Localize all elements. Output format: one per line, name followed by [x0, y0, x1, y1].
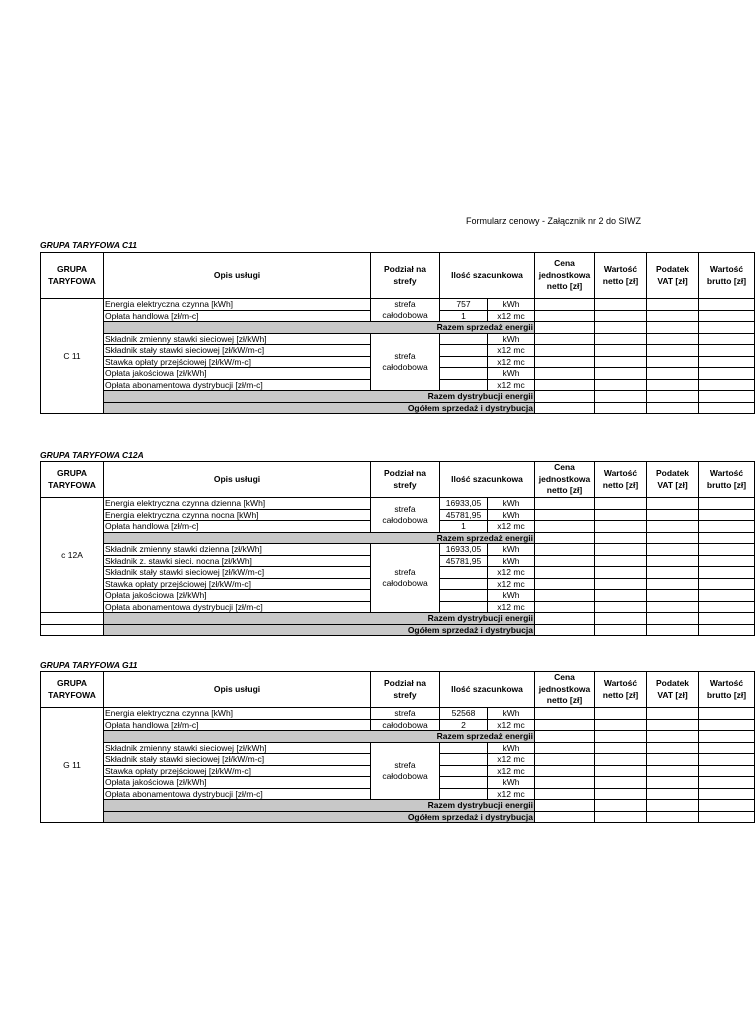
qty-cell: [440, 379, 488, 391]
total-row: [41, 811, 755, 823]
unit-cell: kWh: [488, 742, 535, 754]
price-input-cell[interactable]: [535, 567, 595, 579]
service-desc: Opłata jakościowa [zł/kWh]: [104, 368, 371, 380]
brutto-input-cell[interactable]: [699, 754, 755, 766]
vat-input-cell[interactable]: [647, 509, 699, 521]
qty-cell: [440, 777, 488, 789]
qty-cell: 2: [440, 719, 488, 731]
price-input-cell[interactable]: [535, 402, 595, 414]
vat-input-cell[interactable]: [647, 544, 699, 556]
netto-input-cell[interactable]: [595, 544, 647, 556]
price-input-cell[interactable]: [535, 521, 595, 533]
price-input-cell[interactable]: [535, 532, 595, 544]
price-input-cell[interactable]: [535, 613, 595, 625]
total-row: [41, 624, 755, 636]
zone-cell: całodobowa: [371, 719, 440, 731]
brutto-input-cell[interactable]: [699, 788, 755, 800]
col-header-vat: Podatek VAT [zł]: [647, 462, 699, 498]
table-row: [41, 719, 755, 731]
brutto-input-cell[interactable]: [699, 590, 755, 602]
netto-input-cell[interactable]: [595, 509, 647, 521]
unit-cell: kWh: [488, 777, 535, 789]
service-desc: Opłata abonamentowa dystrybucji [zł/m-c]: [104, 788, 371, 800]
netto-input-cell[interactable]: [595, 800, 647, 812]
unit-cell: x12 mc: [488, 521, 535, 533]
service-desc: Energia elektryczna czynna dzienna [kWh]: [104, 498, 371, 510]
unit-cell: x12 mc: [488, 754, 535, 766]
unit-cell: kWh: [488, 299, 535, 311]
netto-input-cell[interactable]: [595, 368, 647, 380]
unit-cell: x12 mc: [488, 578, 535, 590]
grand-total-label: Ogółem sprzedaż i dystrybucja: [104, 624, 535, 636]
price-input-cell[interactable]: [535, 800, 595, 812]
brutto-input-cell[interactable]: [699, 356, 755, 368]
sales-total-label: Razem sprzedaż energii: [104, 322, 535, 334]
service-desc: Opłata jakościowa [zł/kWh]: [104, 590, 371, 602]
subtotal-row: [41, 731, 755, 743]
col-header-brutto: Wartość brutto [zł]: [699, 462, 755, 498]
qty-cell: [440, 333, 488, 345]
brutto-input-cell[interactable]: [699, 719, 755, 731]
brutto-input-cell[interactable]: [699, 811, 755, 823]
qty-cell: 52568: [440, 708, 488, 720]
price-input-cell[interactable]: [535, 299, 595, 311]
total-row: [41, 402, 755, 414]
vat-input-cell[interactable]: [647, 811, 699, 823]
vat-input-cell[interactable]: [647, 719, 699, 731]
price-input-cell[interactable]: [535, 356, 595, 368]
netto-input-cell[interactable]: [595, 356, 647, 368]
table-row: [41, 708, 755, 720]
netto-input-cell[interactable]: [595, 624, 647, 636]
unit-cell: kWh: [488, 498, 535, 510]
service-desc: Opłata jakościowa [zł/kWh]: [104, 777, 371, 789]
col-header-brutto: Wartość brutto [zł]: [699, 672, 755, 708]
unit-cell: x12 mc: [488, 765, 535, 777]
price-input-cell[interactable]: [535, 719, 595, 731]
unit-cell: kWh: [488, 333, 535, 345]
price-input-cell[interactable]: [535, 788, 595, 800]
service-desc: Składnik stały stawki sieciowej [zł/kW/m-c]: [104, 567, 371, 579]
qty-cell: 16933,05: [440, 498, 488, 510]
brutto-input-cell[interactable]: [699, 555, 755, 567]
price-table-c12a: [40, 461, 755, 636]
price-input-cell[interactable]: [535, 345, 595, 357]
service-desc: Opłata abonamentowa dystrybucji [zł/m-c]: [104, 379, 371, 391]
netto-input-cell[interactable]: [595, 788, 647, 800]
unit-cell: kWh: [488, 708, 535, 720]
netto-input-cell[interactable]: [595, 299, 647, 311]
brutto-input-cell[interactable]: [699, 708, 755, 720]
brutto-input-cell[interactable]: [699, 742, 755, 754]
sales-total-label: Razem sprzedaż energii: [104, 731, 535, 743]
netto-input-cell[interactable]: [595, 567, 647, 579]
brutto-input-cell[interactable]: [699, 567, 755, 579]
service-desc: Opłata handlowa [zł/m-c]: [104, 310, 371, 322]
brutto-input-cell[interactable]: [699, 368, 755, 380]
col-header-ilosc: Ilość szacunkowa: [440, 253, 535, 299]
netto-input-cell[interactable]: [595, 601, 647, 613]
vat-input-cell[interactable]: [647, 742, 699, 754]
zone-cell: strefa całodobowa: [371, 498, 440, 533]
price-input-cell[interactable]: [535, 742, 595, 754]
subtotal-row: [41, 532, 755, 544]
price-input-cell[interactable]: [535, 624, 595, 636]
service-desc: Stawka opłaty przejściowej [zł/kW/m-c]: [104, 356, 371, 368]
service-desc: Składnik zmienny stawki dzienna [zł/kWh]: [104, 544, 371, 556]
vat-input-cell[interactable]: [647, 356, 699, 368]
brutto-input-cell[interactable]: [699, 498, 755, 510]
unit-cell: x12 mc: [488, 345, 535, 357]
brutto-input-cell[interactable]: [699, 402, 755, 414]
netto-input-cell[interactable]: [595, 742, 647, 754]
unit-cell: x12 mc: [488, 601, 535, 613]
vat-input-cell[interactable]: [647, 708, 699, 720]
service-desc: Opłata abonamentowa dystrybucji [zł/m-c]: [104, 601, 371, 613]
qty-cell: 45781,95: [440, 509, 488, 521]
col-header-vat: Podatek VAT [zł]: [647, 672, 699, 708]
price-input-cell[interactable]: [535, 391, 595, 403]
netto-input-cell[interactable]: [595, 708, 647, 720]
section-title-c11: GRUPA TARYFOWA C11: [40, 240, 137, 250]
col-header-podzial: Podział na strefy: [371, 462, 440, 498]
service-desc: Energia elektryczna czynna nocna [kWh]: [104, 509, 371, 521]
service-desc: Składnik z. stawki sieci. nocna [zł/kWh]: [104, 555, 371, 567]
netto-input-cell[interactable]: [595, 777, 647, 789]
service-desc: Składnik stały stawki sieciowej [zł/kW/m-c]: [104, 345, 371, 357]
price-table-g11: [40, 671, 755, 823]
unit-cell: x12 mc: [488, 379, 535, 391]
vat-input-cell[interactable]: [647, 345, 699, 357]
zone-cell: strefa całodobowa: [371, 742, 440, 800]
brutto-input-cell[interactable]: [699, 379, 755, 391]
table-row: [41, 333, 755, 345]
section-title-c12a: GRUPA TARYFOWA C12A: [40, 450, 144, 460]
netto-input-cell[interactable]: [595, 811, 647, 823]
vat-input-cell[interactable]: [647, 555, 699, 567]
vat-input-cell[interactable]: [647, 333, 699, 345]
col-header-grupa: GRUPA TARYFOWA: [41, 672, 104, 708]
brutto-input-cell[interactable]: [699, 391, 755, 403]
netto-input-cell[interactable]: [595, 719, 647, 731]
qty-cell: 45781,95: [440, 555, 488, 567]
vat-input-cell[interactable]: [647, 613, 699, 625]
col-header-cena: Cena jednostkowa netto [zł]: [535, 253, 595, 299]
brutto-input-cell[interactable]: [699, 601, 755, 613]
netto-input-cell[interactable]: [595, 731, 647, 743]
price-input-cell[interactable]: [535, 601, 595, 613]
qty-cell: [440, 578, 488, 590]
table-row: [41, 742, 755, 754]
qty-cell: [440, 567, 488, 579]
netto-input-cell[interactable]: [595, 613, 647, 625]
qty-cell: 1: [440, 521, 488, 533]
col-header-opis: Opis usługi: [104, 672, 371, 708]
qty-cell: [440, 356, 488, 368]
brutto-input-cell[interactable]: [699, 310, 755, 322]
vat-input-cell[interactable]: [647, 765, 699, 777]
brutto-input-cell[interactable]: [699, 765, 755, 777]
subtotal-row: [41, 391, 755, 403]
price-input-cell[interactable]: [535, 322, 595, 334]
unit-cell: kWh: [488, 509, 535, 521]
qty-cell: 1: [440, 310, 488, 322]
netto-input-cell[interactable]: [595, 578, 647, 590]
brutto-input-cell[interactable]: [699, 624, 755, 636]
brutto-input-cell[interactable]: [699, 345, 755, 357]
service-desc: Stawka opłaty przejściowej [zł/kW/m-c]: [104, 765, 371, 777]
service-desc: Opłata handlowa [zł/m-c]: [104, 719, 371, 731]
service-desc: Składnik zmienny stawki sieciowej [zł/kWh]: [104, 333, 371, 345]
vat-input-cell[interactable]: [647, 498, 699, 510]
unit-cell: x12 mc: [488, 719, 535, 731]
netto-input-cell[interactable]: [595, 391, 647, 403]
price-table-c11: [40, 252, 755, 414]
brutto-input-cell[interactable]: [699, 333, 755, 345]
qty-cell: [440, 590, 488, 602]
service-desc: Składnik stały stawki sieciowej [zł/kW/m-c]: [104, 754, 371, 766]
netto-input-cell[interactable]: [595, 402, 647, 414]
brutto-input-cell[interactable]: [699, 800, 755, 812]
price-input-cell[interactable]: [535, 754, 595, 766]
qty-cell: [440, 601, 488, 613]
vat-input-cell[interactable]: [647, 521, 699, 533]
brutto-input-cell[interactable]: [699, 532, 755, 544]
service-desc: Składnik zmienny stawki sieciowej [zł/kWh]: [104, 742, 371, 754]
vat-input-cell[interactable]: [647, 788, 699, 800]
col-header-netto: Wartość netto [zł]: [595, 253, 647, 299]
unit-cell: kWh: [488, 555, 535, 567]
netto-input-cell[interactable]: [595, 765, 647, 777]
table-row: [41, 498, 755, 510]
netto-input-cell[interactable]: [595, 590, 647, 602]
subtotal-row: [41, 613, 755, 625]
group-cell: c 12A: [41, 498, 104, 613]
brutto-input-cell[interactable]: [699, 509, 755, 521]
vat-input-cell[interactable]: [647, 379, 699, 391]
qty-cell: [440, 368, 488, 380]
dist-total-label: Razem dystrybucji energii: [104, 800, 535, 812]
vat-input-cell[interactable]: [647, 731, 699, 743]
col-header-ilosc: Ilość szacunkowa: [440, 672, 535, 708]
price-input-cell[interactable]: [535, 578, 595, 590]
netto-input-cell[interactable]: [595, 532, 647, 544]
col-header-podzial: Podział na strefy: [371, 672, 440, 708]
table-row: [41, 544, 755, 556]
dist-total-label: Razem dystrybucji energii: [104, 391, 535, 403]
qty-cell: 16933,05: [440, 544, 488, 556]
brutto-input-cell[interactable]: [699, 544, 755, 556]
grand-total-label: Ogółem sprzedaż i dystrybucja: [104, 811, 535, 823]
price-input-cell[interactable]: [535, 731, 595, 743]
vat-input-cell[interactable]: [647, 590, 699, 602]
unit-cell: x12 mc: [488, 310, 535, 322]
netto-input-cell[interactable]: [595, 521, 647, 533]
col-header-brutto: Wartość brutto [zł]: [699, 253, 755, 299]
vat-input-cell[interactable]: [647, 299, 699, 311]
price-input-cell[interactable]: [535, 555, 595, 567]
price-input-cell[interactable]: [535, 310, 595, 322]
col-header-netto: Wartość netto [zł]: [595, 672, 647, 708]
unit-cell: kWh: [488, 544, 535, 556]
price-input-cell[interactable]: [535, 777, 595, 789]
vat-input-cell[interactable]: [647, 391, 699, 403]
vat-input-cell[interactable]: [647, 754, 699, 766]
unit-cell: kWh: [488, 590, 535, 602]
col-header-opis: Opis usługi: [104, 253, 371, 299]
unit-cell: x12 mc: [488, 567, 535, 579]
qty-cell: 757: [440, 299, 488, 311]
vat-input-cell[interactable]: [647, 800, 699, 812]
zone-cell: strefa całodobowa: [371, 299, 440, 322]
netto-input-cell[interactable]: [595, 555, 647, 567]
brutto-input-cell[interactable]: [699, 578, 755, 590]
netto-input-cell[interactable]: [595, 310, 647, 322]
col-header-cena: Cena jednostkowa netto [zł]: [535, 462, 595, 498]
col-header-opis: Opis usługi: [104, 462, 371, 498]
form-header-note: Formularz cenowy - Załącznik nr 2 do SIWZ: [466, 216, 642, 226]
price-input-cell[interactable]: [535, 811, 595, 823]
service-desc: Opłata handlowa [zł/m-c]: [104, 521, 371, 533]
col-header-podzial: Podział na strefy: [371, 253, 440, 299]
col-header-netto: Wartość netto [zł]: [595, 462, 647, 498]
brutto-input-cell[interactable]: [699, 299, 755, 311]
price-input-cell[interactable]: [535, 509, 595, 521]
vat-input-cell[interactable]: [647, 402, 699, 414]
brutto-input-cell[interactable]: [699, 731, 755, 743]
col-header-vat: Podatek VAT [zł]: [647, 253, 699, 299]
netto-input-cell[interactable]: [595, 322, 647, 334]
netto-input-cell[interactable]: [595, 379, 647, 391]
price-input-cell[interactable]: [535, 590, 595, 602]
price-input-cell[interactable]: [535, 498, 595, 510]
vat-input-cell[interactable]: [647, 322, 699, 334]
qty-cell: [440, 742, 488, 754]
brutto-input-cell[interactable]: [699, 521, 755, 533]
col-header-cena: Cena jednostkowa netto [zł]: [535, 672, 595, 708]
netto-input-cell[interactable]: [595, 345, 647, 357]
price-input-cell[interactable]: [535, 333, 595, 345]
col-header-grupa: GRUPA TARYFOWA: [41, 462, 104, 498]
col-header-grupa: GRUPA TARYFOWA: [41, 253, 104, 299]
unit-cell: x12 mc: [488, 788, 535, 800]
group-cell: C 11: [41, 299, 104, 414]
qty-cell: [440, 788, 488, 800]
group-cell: G 11: [41, 708, 104, 823]
vat-input-cell[interactable]: [647, 310, 699, 322]
qty-cell: [440, 765, 488, 777]
table-row: [41, 299, 755, 311]
netto-input-cell[interactable]: [595, 333, 647, 345]
vat-input-cell[interactable]: [647, 601, 699, 613]
col-header-ilosc: Ilość szacunkowa: [440, 462, 535, 498]
dist-total-label: Razem dystrybucji energii: [104, 613, 535, 625]
zone-cell: strefa całodobowa: [371, 333, 440, 391]
zone-cell: strefa całodobowa: [371, 544, 440, 613]
sales-total-label: Razem sprzedaż energii: [104, 532, 535, 544]
netto-input-cell[interactable]: [595, 754, 647, 766]
vat-input-cell[interactable]: [647, 567, 699, 579]
unit-cell: kWh: [488, 368, 535, 380]
vat-input-cell[interactable]: [647, 578, 699, 590]
vat-input-cell[interactable]: [647, 368, 699, 380]
price-input-cell[interactable]: [535, 368, 595, 380]
brutto-input-cell[interactable]: [699, 322, 755, 334]
subtotal-row: [41, 800, 755, 812]
price-input-cell[interactable]: [535, 379, 595, 391]
qty-cell: [440, 754, 488, 766]
service-desc: Energia elektryczna czynna [kWh]: [104, 708, 371, 720]
vat-input-cell[interactable]: [647, 777, 699, 789]
brutto-input-cell[interactable]: [699, 777, 755, 789]
zone-cell: strefa: [371, 708, 440, 720]
section-title-g11: GRUPA TARYFOWA G11: [40, 660, 138, 670]
vat-input-cell[interactable]: [647, 532, 699, 544]
qty-cell: [440, 345, 488, 357]
netto-input-cell[interactable]: [595, 498, 647, 510]
brutto-input-cell[interactable]: [699, 613, 755, 625]
service-desc: Stawka opłaty przejściowej [zł/kW/m-c]: [104, 578, 371, 590]
subtotal-row: [41, 322, 755, 334]
grand-total-label: Ogółem sprzedaż i dystrybucja: [104, 402, 535, 414]
price-input-cell[interactable]: [535, 544, 595, 556]
unit-cell: x12 mc: [488, 356, 535, 368]
price-input-cell[interactable]: [535, 765, 595, 777]
price-input-cell[interactable]: [535, 708, 595, 720]
vat-input-cell[interactable]: [647, 624, 699, 636]
service-desc: Energia elektryczna czynna [kWh]: [104, 299, 371, 311]
